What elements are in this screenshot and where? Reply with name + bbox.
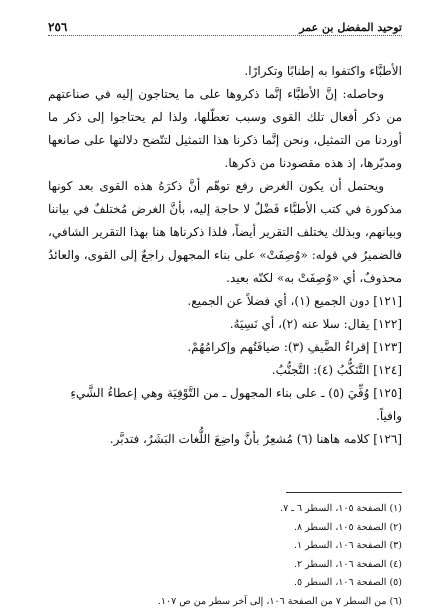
commentary-item: [١٢٤] التَّنَكُّبُ (٤): التَّجنُّبُ. <box>271 363 402 377</box>
footnote: (٥) الصفحة ١٠٦، السطر ٥. <box>294 577 402 588</box>
paragraph: ويحتمل أن يكون الغرض رفع توهّم أنَّ ذكرَهُ هذه القوى بعد كونها مذكورة في كتب الأطبَّاء فَضْلٌ لا حاجة إليه، بأنَّ الغرض مُختلفٌ في بياننا وبيانهم، وبذلك يختلف التقرير أيضاً، فلذا ذكرناها هنا بهذا التقرير الشافي، فالضميرُ في قوله: «وُصِفَتْ» على بناء المجهول راجعٌ إلى القوى، والعائدُ محذوفٌ، أي «وُصِفَتْ به» لكنّه بعيد. <box>48 179 402 285</box>
page-number: ٢٥٦ <box>48 20 68 34</box>
book-title: توحيد المفضل بن عمر <box>299 21 402 34</box>
paragraph: وحاصله: إنَّ الأطبَّاء إنَّما ذكروها على ما يحتاجون إليه في صناعتهم من ذكر أفعال تلك القوى وسبب تعطّلها، ولذا لم يحتاجوا إلى ذكر ما أوردنا من التمثيل، ونحن إنَّما ذكرنا هذا التمثيل لتتّضح دلالتها على صانعها ومدبّرها، إذ هذه مقصودنا من ذكرها. <box>48 87 402 170</box>
commentary-item: [١٢١] دون الجميع (١)، أي فضلاً عن الجميع. <box>187 294 402 308</box>
footnote: (٣) الصفحة ١٠٦، السطر ١. <box>294 540 402 551</box>
running-header <box>48 14 402 36</box>
commentary-item: [١٢٦] كلامه هاهنا (٦) مُشعِرٌ بأنَّ واضِعَ اللُّغات البَشَرُ، فتدبَّر. <box>109 432 402 446</box>
commentary-item: [١٢٢] يقال: سلا عنه (٢)، أي نَسِيَهُ. <box>229 317 402 331</box>
footnote: (٢) الصفحة ١٠٥، السطر ٨. <box>294 521 402 533</box>
commentary-item: [١٢٣] إقراءُ الضَّيفِ (٣): ضيافَتُهم وإكرامُهُمْ. <box>187 340 402 354</box>
paragraph: الأطبَّاء واكتفوا به إطنابًا وتكرارًا. <box>244 64 402 78</box>
book-page <box>48 14 402 607</box>
footnote: (٤) الصفحة ١٠٦، السطر ٢. <box>294 558 402 570</box>
commentary-item: [١٢٥] وُفِّيَ (٥) ـ على بناء المجهول ـ من التَّوْفِيَة وهي إعطاءُ الشَّيءِ وافياً. <box>70 386 402 423</box>
main-text <box>48 60 402 451</box>
footnote: (١) الصفحة ١٠٥، السطر ٦ ـ ٧. <box>280 503 402 514</box>
footnotes <box>48 500 402 611</box>
footnote: (٦) من السطر ٧ من الصفحة ١٠٦، إلى آخر سطر من ص ١٠٧. <box>157 595 402 607</box>
footnote-divider <box>286 492 402 493</box>
